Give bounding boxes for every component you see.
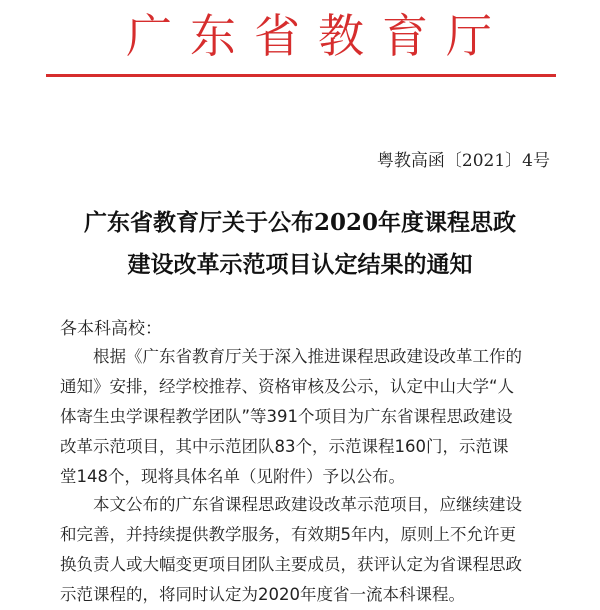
paragraph-line: 根据《广东省教育厅关于深入推进课程思政建设改革工作的 [93,347,522,366]
paragraph-line: 体寄生虫学课程教学团队”等391个项目为广东省课程思政建设 [60,407,513,426]
document-number: 粤教高函〔2021〕4号 [376,151,550,171]
paragraph-line: 换负责人或大幅变更项目团队主要成员，获评认定为省课程思政 [60,555,522,574]
document-title-line-1: 广东省教育厅关于公布2020年度课程思政 [83,209,516,236]
paragraph-line: 本文公布的广东省课程思政建设改革示范项目，应继续建设 [93,495,522,514]
letterhead-title: 广东省教育厅 [126,9,510,63]
paragraph-1 [60,342,550,492]
paragraph-line: 改革示范项目，其中示范团队83个，示范课程160门，示范课 [60,437,509,456]
paragraph-line: 和完善，并持续提供教学服务，有效期5年内，原则上不允许更 [60,525,516,544]
paragraph-line: 通知》安排，经学校推荐、资格审核及公示，认定中山大学“人 [60,377,515,396]
paragraph-2 [60,490,550,610]
paragraph-line: 示范课程的，将同时认定为2020年度省一流本科课程。 [60,585,465,604]
salutation: 各本科高校： [60,319,162,339]
letterhead-red-rule [46,74,556,77]
document-title-line-2: 建设改革示范项目认定结果的通知 [127,251,473,278]
paragraph-line: 堂148个，现将具体名单（见附件）予以公布。 [60,467,405,486]
document-title [40,202,560,286]
